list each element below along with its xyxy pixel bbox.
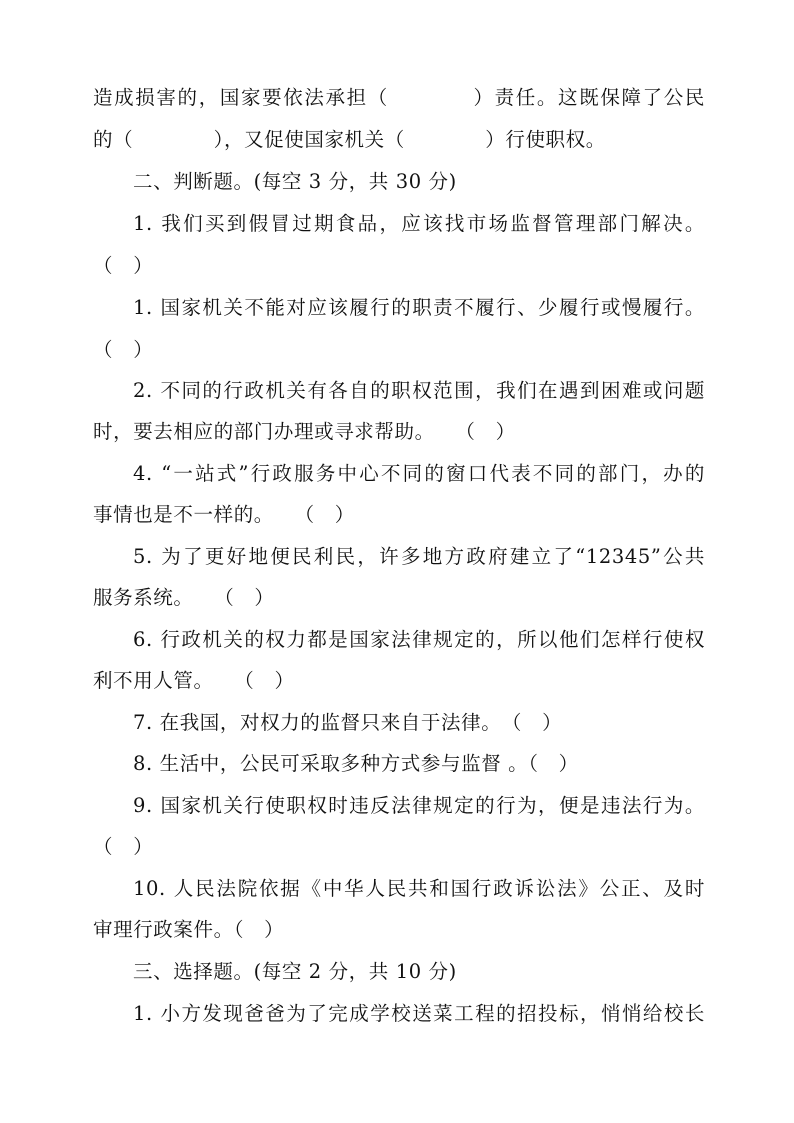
judgement-item-4: 4. “一站式”行政服务中心不同的窗口代表不同的部门，办的 bbox=[133, 462, 705, 485]
judgement-item-1a: 1. 我们买到假冒过期食品，应该找市场监督管理部门解决。 bbox=[133, 212, 705, 235]
judgement-item-10-cont: 审理行政案件。（ ） bbox=[93, 918, 285, 941]
judgement-item-1b: 1. 国家机关不能对应该履行的职责不履行、少履行或慢履行。 bbox=[133, 296, 705, 319]
section-heading-judgement: 二、判断题。(每空 3 分，共 30 分) bbox=[133, 170, 457, 193]
judgement-item-1a-bracket: （ ） bbox=[93, 254, 154, 277]
judgement-item-2: 2. 不同的行政机关有各自的职权范围，我们在遇到困难或问题 bbox=[133, 379, 705, 402]
judgement-item-1b-bracket: （ ） bbox=[93, 338, 154, 361]
judgement-item-2-cont: 时，要去相应的部门办理或寻求帮助。 （ ） bbox=[93, 420, 516, 443]
judgement-item-9-bracket: （ ） bbox=[93, 835, 154, 858]
section-heading-choice: 三、选择题。(每空 2 分，共 10 分) bbox=[133, 960, 457, 983]
judgement-item-6: 6. 行政机关的权力都是国家法律规定的，所以他们怎样行使权 bbox=[133, 628, 705, 651]
choice-item-1: 1. 小方发现爸爸为了完成学校送菜工程的招投标，悄悄给校长 bbox=[133, 1002, 705, 1025]
text-line-fill-blank-2: 的（ ），又促使国家机关（ ）行使职权。 bbox=[93, 128, 606, 151]
judgement-item-7: 7. 在我国，对权力的监督只来自于法律。 （ ） bbox=[133, 711, 563, 734]
judgement-item-9: 9. 国家机关行使职权时违反法律规定的行为，便是违法行为。 bbox=[133, 794, 705, 817]
judgement-item-6-cont: 利不用人管。 （ ） bbox=[93, 669, 295, 692]
judgement-item-10: 10. 人民法院依据《中华人民共和国行政诉讼法》公正、及时 bbox=[133, 877, 705, 900]
judgement-item-4-cont: 事情也是不一样的。 （ ） bbox=[93, 503, 355, 526]
judgement-item-5-cont: 服务系统。 （ ） bbox=[93, 586, 275, 609]
judgement-item-8: 8. 生活中，公民可采取多种方式参与监督 。（ ） bbox=[133, 752, 579, 775]
judgement-item-5: 5. 为了更好地便民利民，许多地方政府建立了“12345”公共 bbox=[133, 545, 705, 568]
text-line-fill-blank-1: 造成损害的，国家要依法承担（ ）责任。这既保障了公民 bbox=[93, 86, 705, 109]
